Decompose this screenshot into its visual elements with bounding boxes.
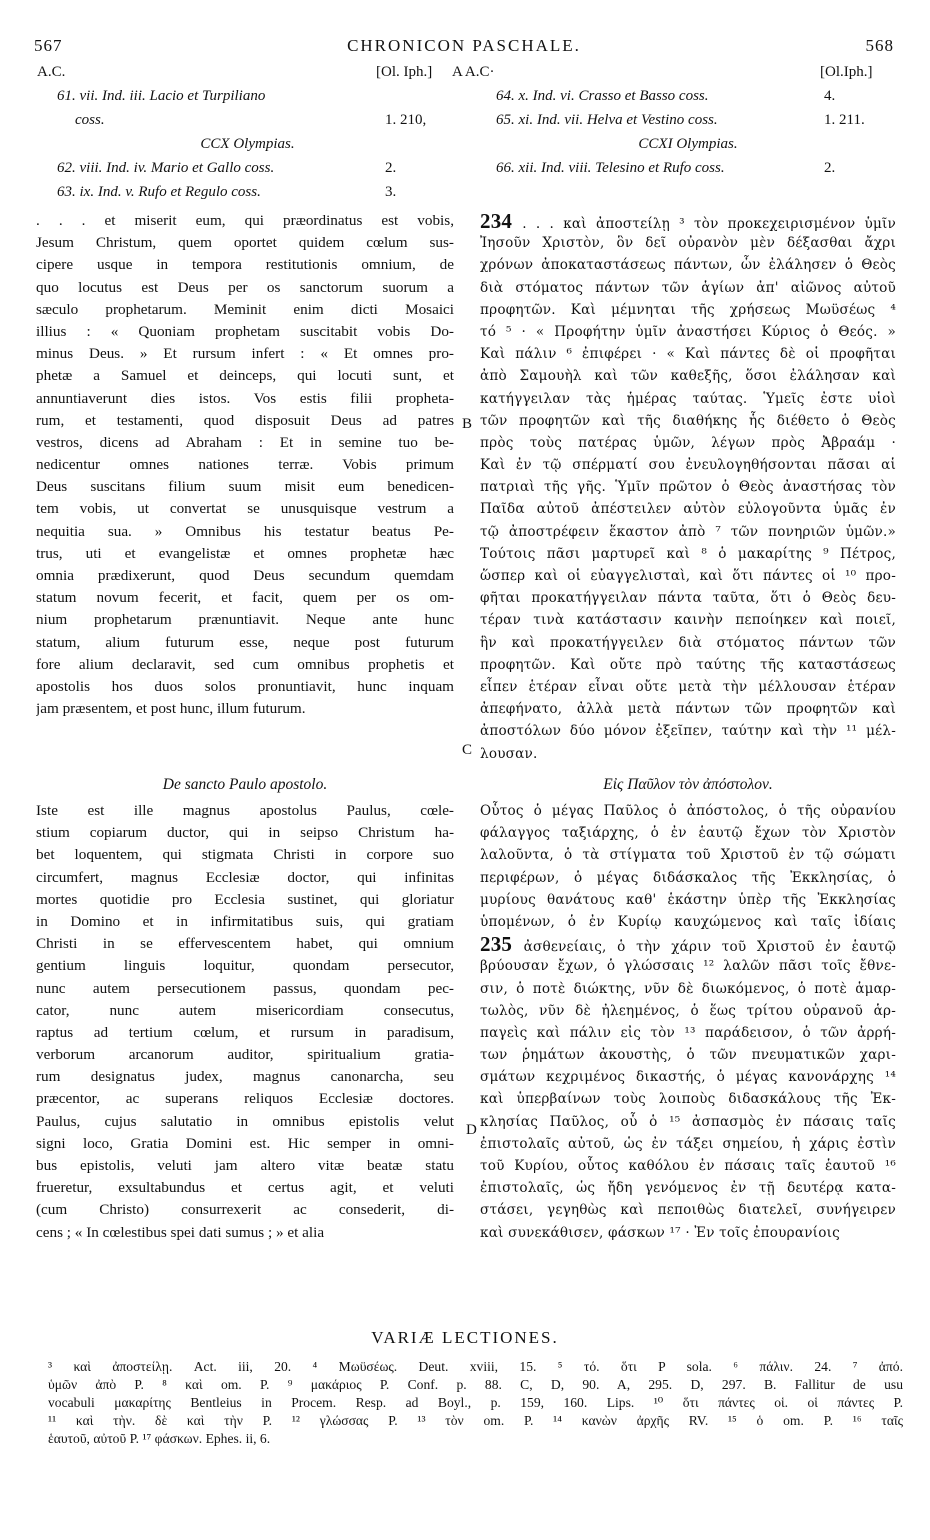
right-ac-label: A A.C· xyxy=(452,64,495,80)
latin-section-heading: De sancto Paulo apostolo. xyxy=(162,776,328,793)
latin-column-bottom xyxy=(36,800,454,1244)
text-line: Christi in se effervescentem habet, qui omnium xyxy=(36,935,454,953)
text-line: στάσει, γεγηθὼς καὶ πεποιθὼς διατελεῖ, συνήγειρεν xyxy=(480,1202,896,1219)
chronology-entry: coss. xyxy=(75,112,105,128)
greek-column-bottom xyxy=(480,800,896,1244)
text-line: κλησίας Παῦλος, οὗ ὁ ¹⁵ ἀσπασμὸς ἐν πάσαις ταῖς xyxy=(480,1113,896,1130)
text-line: vocabuli μακαρίτης Bentleius in Procem. Resp. ad Boyl., p. 159, 160. Lips. ¹⁰ ὅτι πάντες οἱ. οἱ πάντες P. xyxy=(48,1395,903,1410)
text-line: stium copiarum ductor, qui in seipso Christum ha- xyxy=(36,824,454,842)
text-line: nium prophetarum prænuntiavit. Neque ante hunc xyxy=(36,611,454,629)
chronology-number: 1. 210, xyxy=(385,112,427,128)
text-line: ἣν καὶ προκατήγγειλεν διὰ στόματος πάντων τῶν xyxy=(480,634,896,651)
text-line: nedicentur omnes nationes terræ. Vobis primum xyxy=(36,456,454,474)
text-line: ³ καὶ ἀποστείλῃ. Act. iii, 20. ⁴ Μωϋσέως. Deut. xviii, 15. ⁵ τό. ὅτι P sola. ⁶ πάλιν. 24. ⁷ ἀπό. xyxy=(48,1359,903,1374)
text-line: τέραν τινὰ κατάστασιν καινὴν πεποίηκεν καὶ ποιεῖ, xyxy=(480,612,896,629)
page-number-right: 568 xyxy=(865,36,894,55)
olympiad-heading: CCX Olympias. xyxy=(200,136,295,152)
text-line: apostolis hos duos solos pronuntiavit, hunc inquam xyxy=(36,677,454,695)
text-line: statum novum fecerit, et facit, quem per os om- xyxy=(36,589,454,607)
text-line: nequitia sua. » Omnibus his testatur beatus Pe- xyxy=(36,522,454,540)
text-line: φάλαγγος ταξιάρχης, ὁ ἐν ἑαυτῷ ἔχων τὸν Χριστὸν xyxy=(480,825,896,842)
chronology-entry: 63. ix. Ind. v. Rufo et Regulo coss. xyxy=(57,184,261,200)
text-line: τῷ ἀποστρέφειν ἕκαστον ἀπὸ ⁷ τῶν πονηριῶν ὑμῶν.» xyxy=(480,523,896,540)
text-line: cator, nunc autem misericordiam consecutus, xyxy=(36,1001,454,1019)
text-line: trus, uti et evangelistæ et omnes prophetæ hæc xyxy=(36,544,454,562)
variae-lectiones-heading: VARIÆ LECTIONES. xyxy=(371,1328,559,1347)
text-line: τό ⁵ · « Προφήτην ὑμῖν ἀναστήσει Κύριος ὁ Θεός. » xyxy=(480,323,896,340)
text-line: προφητῶν. Καὶ μέμνηται τῆς χρήσεως Μωϋσέως ⁴ xyxy=(480,301,896,318)
text-line: frueretur, exsultabundus et certus agit, et veluti xyxy=(36,1179,454,1197)
text-line: cens ; « In cœlestibus spei dati sumus ; » et alia xyxy=(36,1223,325,1241)
page-number-left: 567 xyxy=(34,36,63,55)
text-line: ἐπιστολαῖς αὐτοῦ, ὡς ἐν τάξει σημείου, ἡ χάρις ἐστὶν xyxy=(480,1135,896,1152)
text-line: rum, et testamenti, quod disposuit Deus ad patres xyxy=(36,411,454,429)
text-line: annuntiaverunt dies istos. Vos estis filii propheta- xyxy=(36,389,454,407)
text-line: των ῥημάτων ἀκουστὴς, ὁ τῶν πνευματικῶν χαρι- xyxy=(480,1047,896,1064)
text-line: Paulus, cujus salutatio in omnibus epistolis velut xyxy=(36,1112,454,1130)
text-line: ἀποστόλων δύο μόνον ἐξεῖπεν, ταύτην καὶ τὴν ¹¹ μέλ- xyxy=(480,723,896,740)
chronology-number: 2. xyxy=(824,160,836,176)
text-line: Καὶ πάλιν ⁶ ἐπιφέρει · « Καὶ πάντες δὲ οἱ προφῆται xyxy=(480,346,896,363)
text-line: σμάτων κεχριμένος δικαστής, ὁ μέγας κανονάρχης ¹⁴ xyxy=(480,1069,896,1086)
text-line: . . . et miserit eum, qui præordinatus est vobis, xyxy=(36,212,454,229)
text-line: signi loco, Gratia Domini est. Hic semper in omni- xyxy=(36,1134,454,1152)
text-line: Τούτοις πᾶσι μαρτυρεῖ καὶ ⁸ ὁ μακαρίτης ⁹ Πέτρος, xyxy=(480,545,896,562)
variae-lectiones-notes xyxy=(48,1358,903,1448)
running-title: CHRONICON PASCHALE. xyxy=(347,36,581,55)
text-line: διὰ στόματος πάντων τῶν ἁγίων ἀπ' αἰῶνος αὐτοῦ xyxy=(480,279,896,296)
text-line: præcentor, ac superans reliquos Ecclesiæ doctores. xyxy=(36,1090,454,1108)
text-line: Παῖδα αὐτοῦ ἀπέστειλεν αὐτὸν εὐλογοῦντα ὑμᾶς ἐν xyxy=(480,501,896,518)
text-line: phetæ a Samuel et deinceps, qui locuti sunt, et xyxy=(36,367,454,385)
olympiad-heading: CCXI Olympias. xyxy=(638,136,738,152)
chronology-entry: 62. viii. Ind. iv. Mario et Gallo coss. xyxy=(57,160,275,176)
chronology-number: 3. xyxy=(385,184,397,200)
text-line: καὶ συνεκάθισεν, φάσκων ¹⁷ · Ἐν τοῖς ἐπουρανίοις xyxy=(480,1224,840,1241)
text-line: Jesum Christum, quem oportet quidem cœlum sus- xyxy=(36,234,454,252)
running-header xyxy=(34,36,894,60)
text-line: nunc autem persecutionem passus, quondam pec- xyxy=(36,979,454,997)
left-ac-label: A.C. xyxy=(37,64,66,80)
text-line: ὑμῶν ἀπὸ P. ⁸ καὶ om. P. ⁹ μακάριος P. Conf. p. 88. C, D, 90. A, 295. D, 297. B. Fallitur de usu xyxy=(48,1377,903,1392)
text-line: τωλὸς, νῦν δὲ ἠλεημένος, ὁ ἕως τρίτου οὐρανοῦ ἁρ- xyxy=(480,1002,896,1019)
margin-letter-b: B xyxy=(462,416,473,432)
text-line: omnia prædixerunt, quod Deus secundum quemdam xyxy=(36,567,454,584)
page-marker: 234 xyxy=(480,210,523,233)
text-line: gentium linguis loquitur, quondam persecutor, xyxy=(36,957,454,975)
text-line: cipere usque in tempora restitutionis omnium, de xyxy=(36,256,454,274)
text-line: προφητῶν. Καὶ οὔτε πρὸ ταύτης τῆς καταστάσεως xyxy=(480,656,896,673)
margin-letter-c: C xyxy=(462,742,473,758)
text-line: verborum arcanorum auditor, spiritualium gratia- xyxy=(36,1046,454,1064)
text-line: τῶν προφητῶν καὶ τῆς διαθήκης ἧς διέθετο ὁ Θεὸς xyxy=(480,412,896,429)
text-line: ἀπὸ Σαμουὴλ καὶ τῶν καθεξῆς, ὅσοι ἐλάλησαν καὶ xyxy=(480,368,896,385)
right-olympiad-label: [Ol.Iph.] xyxy=(820,64,873,80)
text-line: Ἰησοῦν Χριστὸν, ὃν δεῖ οὐρανὸν μὲν δέξασθαι ἄχρι xyxy=(480,235,896,252)
chronology-number: 2. xyxy=(385,160,397,176)
text-line: βρύουσαν ἔχων, ὁ γλώσσαις ¹² λαλῶν πᾶσι τοῖς ἔθνε- xyxy=(480,958,896,975)
text-line: rum designatus judex, magnus canonarcha, seu xyxy=(36,1068,454,1086)
text-line: ¹¹ καὶ τὴν. δὲ καὶ τὴν P. ¹² γλώσσας P. ¹³ τὸν om. P. ¹⁴ κανὼν ἀρχῆς RV. ¹⁵ ὁ om. P. ¹⁶ ταῖς xyxy=(48,1413,903,1428)
text-line: τοῦ Κυρίου, οὗτος καθόλου ἐν πάσαις ταῖς ἑαυτοῦ ¹⁶ xyxy=(480,1158,896,1174)
page-marker: 235 xyxy=(480,933,524,956)
text-line: εἶπεν ἑτέραν εἶναι οὔτε μετὰ τὴν μέλλουσαν ἑτέραν xyxy=(480,678,896,695)
text-line: quo locutus est Deus per os sanctorum suorum a xyxy=(36,278,454,296)
text-line: πατριαὶ τῆς γῆς. Ὑμῖν πρῶτον ὁ Θεὸς ἀναστήσας τὸν xyxy=(480,479,896,496)
text-line: vestros, dicens ad Abraham : Et in semine tuo be- xyxy=(36,433,454,451)
text-line: σιν, ὁ ποτὲ διώκτης, νῦν δὲ διωκόμενος, ὁ ποτὲ ἁμαρ- xyxy=(480,980,896,997)
text-line: circumfert, magnus Ecclesiæ doctor, qui infinitas xyxy=(36,868,454,886)
text-line: καὶ ὑπερβαίνων τοὺς λοιποὺς διδασκάλους τῆς Ἐκ- xyxy=(480,1091,896,1108)
text-line: παγεὶς καὶ πάλιν εἰς τὸν ¹³ παράδεισον, ὁ τῶν ἀρρή- xyxy=(480,1024,896,1041)
text-line: fore alium declaravit, sed cum omnibus prophetis et xyxy=(36,655,454,673)
text-line: statum, alium futurum esse, neque post futurum xyxy=(36,633,454,651)
text-line: μυρίους θανάτους καθ' ἑκάστην ὑπὲρ τῆς Ἐκκλησίας xyxy=(480,891,896,908)
text-line: κατήγγειλαν τὰς ἡμέρας ταύτας. Ὑμεῖς ἐστε υἱοὶ xyxy=(480,390,896,407)
text-line: ἑαυτοῦ, αὐτοῦ P. ¹⁷ φάσκων. Ephes. ii, 6. xyxy=(48,1431,271,1446)
greek-section-heading: Εἰς Παῦλον τὸν ἀπόστολον. xyxy=(603,776,773,793)
greek-column-top xyxy=(480,210,896,765)
text-line: bus epistolis, veluti jam altero vitæ beatæ statu xyxy=(36,1157,454,1174)
text-line: ἐπιστολαῖς, ὡς ἤδη γενόμενος ἐν τῇ δευτέρᾳ κατα- xyxy=(480,1180,896,1197)
text-line: raptus ad tertium cœlum, et rursum in paradisum, xyxy=(36,1023,454,1041)
text-line: 235 ἀσθενείαις, ὁ τὴν χάριν τοῦ Χριστοῦ ἐν ἑαυτῷ xyxy=(480,933,896,956)
text-line: ὑπομένων, ὁ ἐν Κυρίῳ καυχώμενος καὶ ταῖς ἰδίαις xyxy=(480,913,896,930)
chronology-entry: 66. xii. Ind. viii. Telesino et Rufo coss. xyxy=(496,160,725,176)
text-line: Καὶ ἐν τῷ σπέρματί σου ἐνευλογηθήσονται πᾶσαι αἱ xyxy=(480,457,896,474)
left-olympiad-label: [Ol. Iph.] xyxy=(376,64,433,80)
text-line: χρόνων ἀποκαταστάσεως πάντων, ὧν ἐλάλησεν ὁ Θεὸς xyxy=(480,257,896,274)
text-line: λαλοῦντα, ὁ τὰ στίγματα τοῦ Χριστοῦ ἐν τῷ σώματι xyxy=(480,847,896,864)
margin-letter-d: D xyxy=(466,1122,477,1138)
text-line: mortes quotidie pro Ecclesia sustinet, qui gloriatur xyxy=(36,890,454,908)
chronology-entry: 61. vii. Ind. iii. Lacio et Turpiliano xyxy=(57,88,266,104)
text-line: bet loquentem, qui stigmata Christi in corpore suo xyxy=(36,846,454,864)
text-line: περιφέρων, ὁ μέγας διδάσκαλος τῆς Ἐκκλησίας, ὁ xyxy=(480,869,896,886)
text-line: ὥσπερ καὶ οἱ εὐαγγελισταὶ, καὶ ὅτι πάντες οἱ ¹⁰ προ- xyxy=(480,568,896,584)
text-line: Deus suscitans filium suum misit eum benedicen- xyxy=(36,478,454,496)
text-line: in Domino et in infirmitatibus suis, qui gratiam xyxy=(36,912,454,930)
latin-column-top xyxy=(36,210,454,720)
text-line: (cum Christo) consurrexerit ac consederit, di- xyxy=(36,1201,454,1219)
text-line: ἀπεφήνατο, ἀλλὰ μετὰ πάντων τῶν προφητῶν καὶ xyxy=(480,701,896,718)
text-line: Οὗτος ὁ μέγας Παῦλος ὁ ἀπόστολος, ὁ τῆς οὐρανίου xyxy=(480,803,896,819)
text-line: πρὸς τοὺς πατέρας ὑμῶν, λέγων πρὸς Ἀβραάμ · xyxy=(480,434,896,451)
text-line: tem vobis, ut convertat se unusquisque vestrum a xyxy=(36,500,454,518)
chronology-number: 4. xyxy=(824,88,836,104)
text-line: 234 . . . καὶ ἀποστείλῃ ³ τὸν προκεχειρισμένον ὑμῖν xyxy=(480,210,896,233)
text-line: λουσαν. xyxy=(480,745,538,762)
text-line: jam præsentem, et post hunc, illum futurum. xyxy=(36,700,306,718)
chronology-entry: 65. xi. Ind. vii. Helva et Vestino coss. xyxy=(496,112,718,128)
text-line: sæculo prophetarum. Meminit enim dicti Mosaici xyxy=(36,300,454,318)
chronology-number: 1. 211. xyxy=(824,112,865,128)
chronology-entry: 64. x. Ind. vi. Crasso et Basso coss. xyxy=(496,88,709,104)
text-line: minus Deus. » Et rursum infert : « Et omnes pro- xyxy=(36,345,454,363)
text-line: Iste est ille magnus apostolus Paulus, cœle- xyxy=(36,802,454,819)
text-line: illius : « Quoniam prophetam suscitabit vobis Do- xyxy=(36,322,454,340)
text-line: φῆται προκατήγγειλαν πάντα ταῦτα, ὅτι ὁ Θεὸς δευ- xyxy=(480,590,896,607)
